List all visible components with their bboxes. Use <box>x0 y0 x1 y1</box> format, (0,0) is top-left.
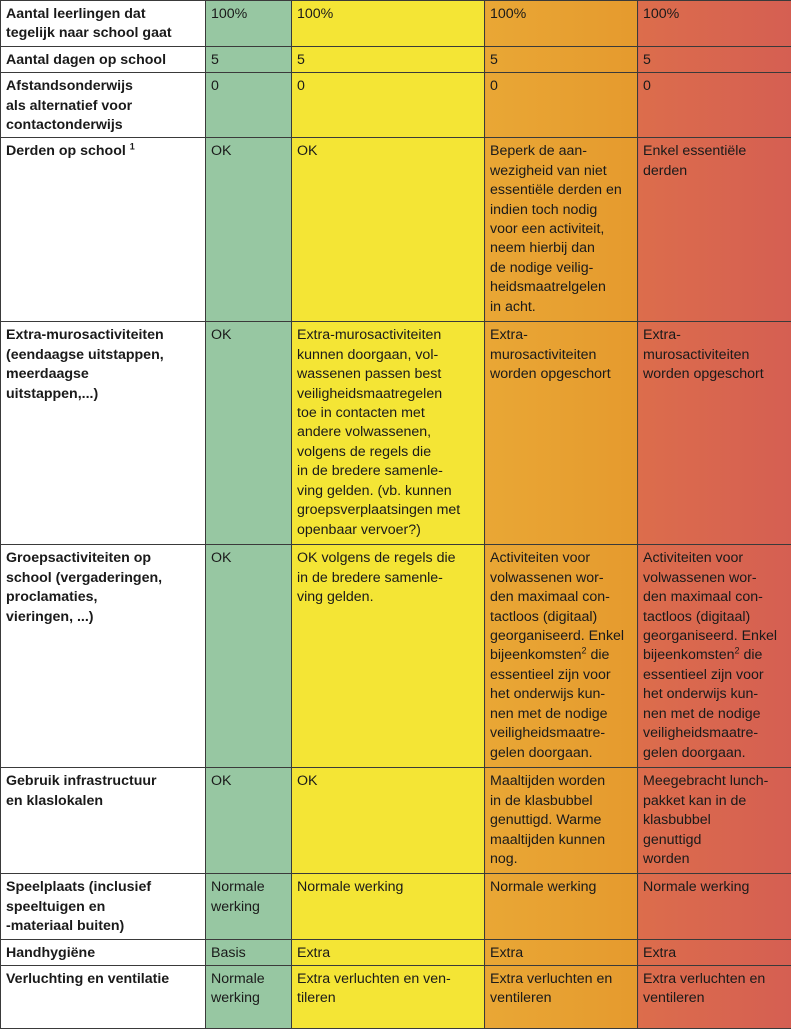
cell-orange: 0 <box>485 73 638 138</box>
row-label: Groepsactiviteiten op school (vergaderingen, proclamaties, vieringen, ...) <box>1 545 206 768</box>
cell-green: Normale werking <box>206 874 292 939</box>
cell-yellow: Extra verluchten en ven- tileren <box>292 966 485 1029</box>
row-label: Extra-murosactiviteiten (eendaagse uitstappen, meerdaagse uitstappen,...) <box>1 322 206 545</box>
cell-yellow: OK <box>292 138 485 322</box>
row-groepsactiviteiten <box>1 545 791 768</box>
row-extra-muros <box>1 322 791 545</box>
cell-orange: Maaltijden worden in de klasbubbel genuttigd. Warme maaltijden kunnen nog. <box>485 768 638 874</box>
row-aantal-leerlingen <box>1 1 791 47</box>
cell-red: Extra verluchten en ventileren <box>638 966 791 1029</box>
cell-orange: Extra- murosactiviteiten worden opgeschort <box>485 322 638 545</box>
cell-yellow: Normale werking <box>292 874 485 939</box>
cell-yellow: 0 <box>292 73 485 138</box>
cell-green: OK <box>206 768 292 874</box>
row-label: Aantal leerlingen dat tegelijk naar school gaat <box>1 1 206 47</box>
cell-red: Normale werking <box>638 874 791 939</box>
row-label: Aantal dagen op school <box>1 46 206 72</box>
cell-orange: 100% <box>485 1 638 47</box>
cell-red <box>638 545 791 768</box>
row-label-text: Derden op school <box>6 143 126 159</box>
cell-green: 100% <box>206 1 292 47</box>
row-label: Afstandsonderwijs als alternatief voor contactonderwijs <box>1 73 206 138</box>
cell-yellow: 5 <box>292 46 485 72</box>
cell-orange: 5 <box>485 46 638 72</box>
cell-green: OK <box>206 545 292 768</box>
cell-red: 5 <box>638 46 791 72</box>
cell-red: Extra <box>638 939 791 965</box>
cell-orange: Extra verluchten en ventileren <box>485 966 638 1029</box>
footnote-marker: 1 <box>130 142 135 152</box>
row-afstandsonderwijs <box>1 73 791 138</box>
cell-red: Meegebracht lunch- pakket kan in de klasbubbel genuttigd worden <box>638 768 791 874</box>
cell-text: Activiteiten voor volwassenen wor- den maximaal con- tactloos (digitaal) georganiseerd. Enkel bijeenkomsten <box>490 550 624 663</box>
row-infrastructuur <box>1 768 791 874</box>
cell-yellow: Extra <box>292 939 485 965</box>
row-label <box>1 138 206 322</box>
cell-orange: Extra <box>485 939 638 965</box>
cell-green: OK <box>206 138 292 322</box>
cell-yellow: Extra-murosactiviteiten kunnen doorgaan, vol- wassenen passen best veiligheidsmaatregelen toe in contacten met andere volwassenen, volgens de regels die in de bredere samenle- ving gelden. (vb. kunnen groepsverplaatsingen met openbaar vervoer?) <box>292 322 485 545</box>
cell-green: Basis <box>206 939 292 965</box>
row-label: Verluchting en ventilatie <box>1 966 206 1029</box>
cell-orange: Beperk de aan- wezigheid van niet essentiële derden en indien toch nodig voor een activiteit, neem hierbij dan de nodige veilig- heidsmaatrelgelen in acht. <box>485 138 638 322</box>
cell-red: 100% <box>638 1 791 47</box>
cell-orange <box>485 545 638 768</box>
cell-green: 5 <box>206 46 292 72</box>
row-derden-op-school <box>1 138 791 322</box>
cell-red: 0 <box>638 73 791 138</box>
cell-yellow: OK volgens de regels die in de bredere samenle- ving gelden. <box>292 545 485 768</box>
footnote-marker: 2 <box>735 646 740 656</box>
cell-yellow: 100% <box>292 1 485 47</box>
cell-green: 0 <box>206 73 292 138</box>
cell-red: Extra- murosactiviteiten worden opgeschort <box>638 322 791 545</box>
row-verluchting <box>1 966 791 1029</box>
cell-red: Enkel essentiële derden <box>638 138 791 322</box>
row-speelplaats <box>1 874 791 939</box>
row-label: Speelplaats (inclusief speeltuigen en -materiaal buiten) <box>1 874 206 939</box>
cell-text: die essentieel zijn voor het onderwijs kun- nen met de nodige veiligheidsmaatre- gelen doorgaan. <box>643 647 764 760</box>
cell-text: Activiteiten voor volwassenen wor- den maximaal con- tactloos (digitaal) georganiseerd. Enkel bijeenkomsten <box>643 550 777 663</box>
cell-yellow: OK <box>292 768 485 874</box>
cell-green: Normale werking <box>206 966 292 1029</box>
cell-orange: Normale werking <box>485 874 638 939</box>
footnote-marker: 2 <box>582 646 587 656</box>
cell-green: OK <box>206 322 292 545</box>
row-handhygiene <box>1 939 791 965</box>
row-label: Handhygiëne <box>1 939 206 965</box>
cell-text: die essentieel zijn voor het onderwijs kun- nen met de nodige veiligheidsmaatre- gelen doorgaan. <box>490 647 611 760</box>
row-label: Gebruik infrastructuur en klaslokalen <box>1 768 206 874</box>
row-aantal-dagen <box>1 46 791 72</box>
